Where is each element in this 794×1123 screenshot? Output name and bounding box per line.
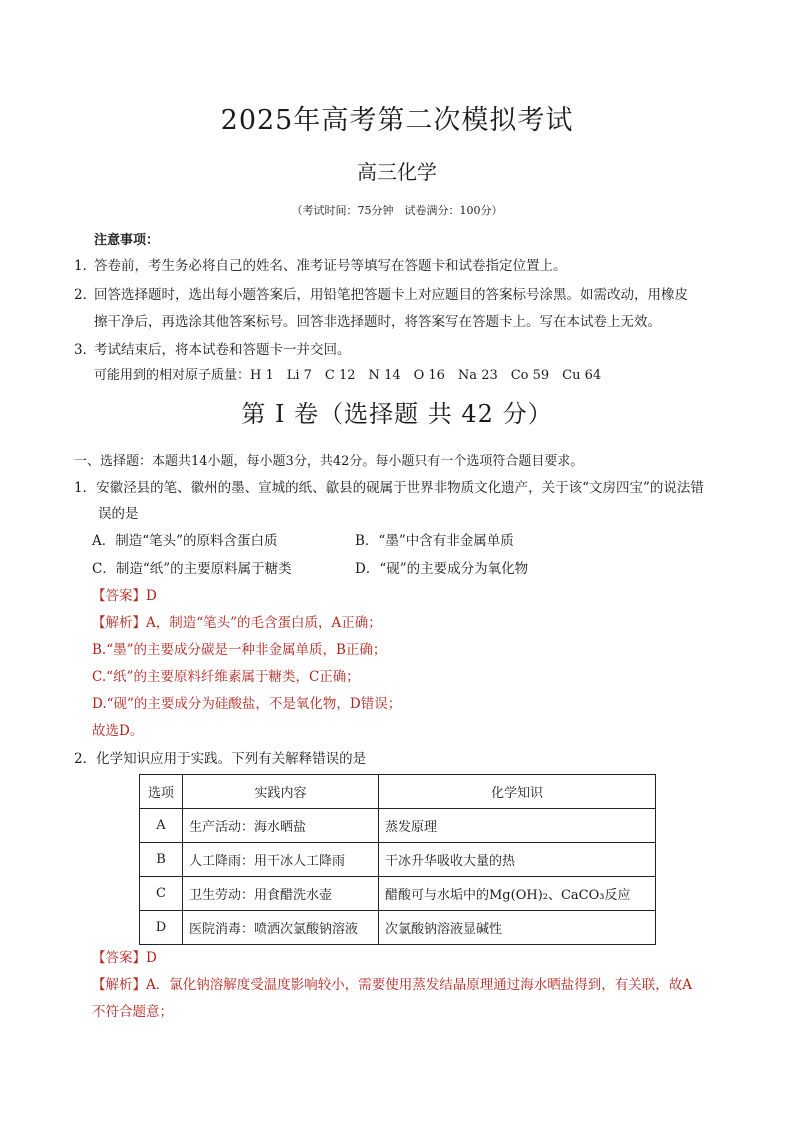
- q2-answer: 【答案】D: [92, 950, 157, 966]
- q1-stem-cont: 误的是: [98, 506, 139, 522]
- note-item-1: 1．答卷前，考生务必将自己的姓名、准考证号等填写在答题卡和试卷指定位置上。: [74, 258, 567, 274]
- table-row: [140, 877, 656, 911]
- table-cell: 次氯酸钠溶液显碱性: [379, 911, 656, 945]
- notes-heading: 注意事项：: [94, 233, 160, 248]
- q2-stem: 2．化学知识应用于实践。下列有关解释错误的是: [74, 751, 367, 767]
- table-cell: C: [140, 877, 183, 911]
- q1-option-b: B．“墨”中含有非金属单质: [355, 533, 514, 549]
- table-row: [140, 911, 656, 945]
- table-cell: A: [140, 809, 183, 843]
- q2-table: [139, 774, 656, 945]
- q1-analysis-5: 故选D。: [92, 723, 144, 739]
- q1-analysis-3: C.“纸”的主要原料纤维素属于糖类，C正确；: [92, 669, 360, 685]
- table-row: [140, 809, 656, 843]
- table-header-cell: 实践内容: [183, 775, 379, 809]
- note-item-2-cont: 擦干净后，再选涂其他答案标号。回答非选择题时，将答案写在答题卡上。写在本试卷上无效。: [94, 314, 661, 330]
- q1-analysis-4: D.“砚”的主要成分为硅酸盐，不是氧化物，D错误；: [92, 696, 402, 712]
- q2-analysis-2: 不符合题意；: [92, 1004, 173, 1020]
- table-header-row: [140, 775, 656, 809]
- table-cell: D: [140, 911, 183, 945]
- table-cell: 生产活动：海水晒盐: [183, 809, 379, 843]
- q1-option-c: C．制造“纸”的主要原料属于糖类: [92, 561, 292, 577]
- q1-option-a: A．制造“笔头”的原料含蛋白质: [92, 533, 278, 549]
- q1-option-d: D．“砚”的主要成分为氧化物: [355, 561, 529, 577]
- q1-analysis-2: B.“墨”的主要成分碳是一种非金属单质，B正确；: [92, 642, 387, 658]
- exam-subtitle: 高三化学: [357, 160, 437, 184]
- table-cell: 蒸发原理: [379, 809, 656, 843]
- table-cell: 人工降雨：用干冰人工降雨: [183, 843, 379, 877]
- note-item-2: 2．回答选择题时，选出每小题答案后，用铅笔把答题卡上对应题目的答案标号涂黑。如需改动，用橡皮: [74, 287, 688, 303]
- exam-meta: （考试时间：75分钟 试卷满分：100分）: [291, 204, 503, 217]
- table-header-cell: 选项: [140, 775, 183, 809]
- note-item-3: 3．考试结束后，将本试卷和答题卡一并交回。: [74, 342, 351, 358]
- exam-title: 2025年高考第二次模拟考试: [220, 105, 574, 136]
- table-cell: 医院消毒：喷洒次氯酸钠溶液: [183, 911, 379, 945]
- table-cell: 卫生劳动：用食醋洗水壶: [183, 877, 379, 911]
- table-row: [140, 843, 656, 877]
- table-cell: B: [140, 843, 183, 877]
- table-cell: 醋酸可与水垢中的Mg(OH)₂、CaCO₃反应: [379, 877, 656, 911]
- table-header-cell: 化学知识: [379, 775, 656, 809]
- atomic-masses: 可能用到的相对原子质量：H 1 Li 7 C 12 N 14 O 16 Na 23 Co 59 Cu 64: [94, 368, 602, 383]
- section-title: 第 I 卷（选择题 共 42 分）: [241, 400, 553, 428]
- table-cell: 干冰升华吸收大量的热: [379, 843, 656, 877]
- q2-analysis-1: 【解析】A．氯化钠溶解度受温度影响较小，需要使用蒸发结晶原理通过海水晒盐得到，有关联，故A: [92, 977, 692, 993]
- section-instruction: 一、选择题：本题共14小题，每小题3分，共42分。每小题只有一个选项符合题目要求。: [74, 454, 584, 469]
- q1-stem: 1．安徽泾县的笔、徽州的墨、宣城的纸、歙县的砚属于世界非物质文化遗产，关于该“文房四宝”的说法错: [74, 480, 704, 496]
- q1-analysis-1: 【解析】A，制造“笔头”的毛含蛋白质，A正确；: [92, 615, 382, 631]
- q1-answer: 【答案】D: [92, 588, 157, 604]
